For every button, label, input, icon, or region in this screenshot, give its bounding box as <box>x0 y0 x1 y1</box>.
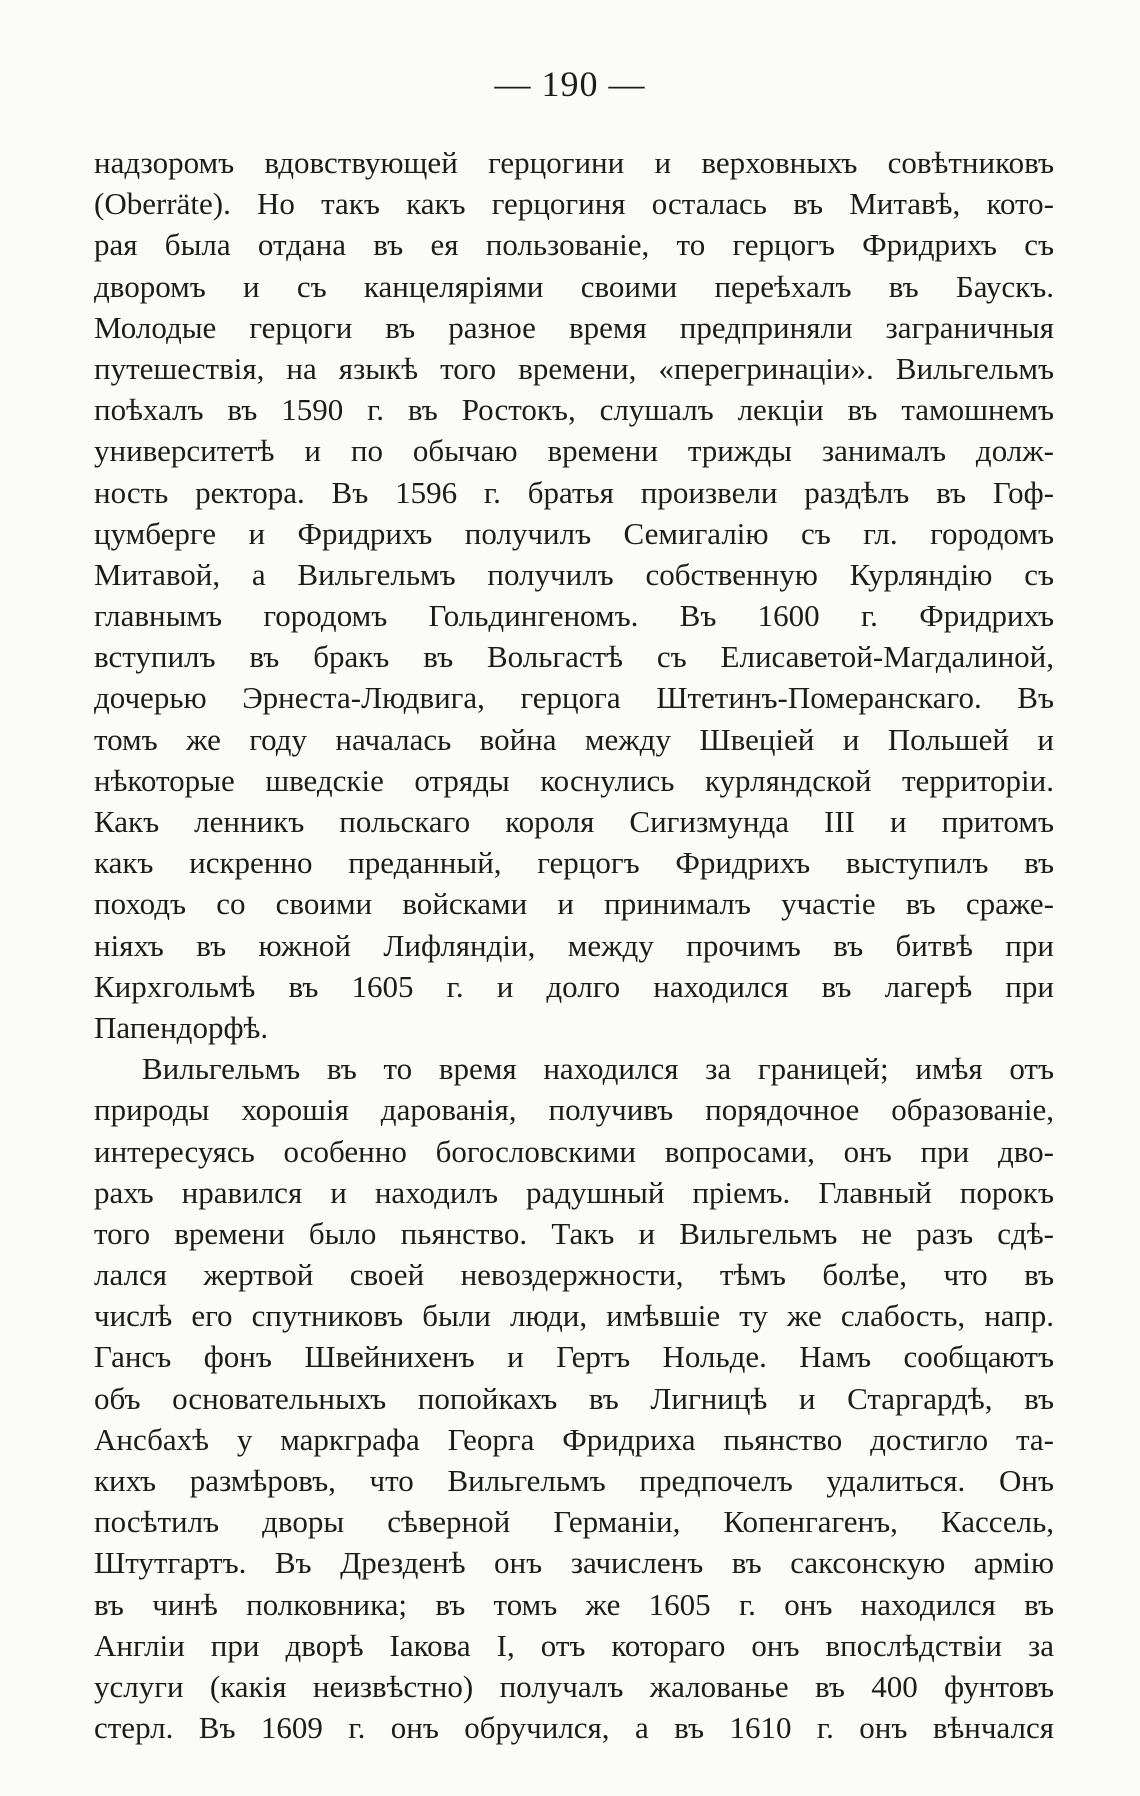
text-line: услуги (какія неизвѣстно) получалъ жалованье въ 400 фунтовъ <box>94 1668 1054 1704</box>
text-line: нѣкоторые шведскіе отряды коснулись курляндской территоріи. <box>94 762 1054 798</box>
text-line: объ основательныхъ попойкахъ въ Лигницѣ и Старгардѣ, въ <box>94 1380 1054 1416</box>
text-line: Вильгельмъ въ то время находился за границей; имѣя отъ <box>142 1051 1054 1087</box>
text-line: дворомъ и съ канцеляріями своими переѣхалъ въ Баускъ. <box>94 268 1054 304</box>
text-line: Англіи при дворѣ Іакова I, отъ котораго онъ впослѣдствіи за <box>94 1627 1054 1663</box>
text-line: Молодые герцоги въ разное время предприняли заграничныя <box>94 309 1054 345</box>
text-line: Митавой, а Вильгельмъ получилъ собственную Курляндію съ <box>94 556 1054 592</box>
text-line: кихъ размѣровъ, что Вильгельмъ предпочелъ удалиться. Онъ <box>94 1463 1054 1498</box>
text-line: университетѣ и по обычаю времени трижды занималъ долж- <box>94 433 1054 469</box>
text-line: лался жертвой своей невоздержности, тѣмъ болѣе, что въ <box>94 1257 1054 1293</box>
text-line: ніяхъ въ южной Лифляндіи, между прочимъ въ битвѣ при <box>94 927 1054 963</box>
text-line: главнымъ городомъ Гольдингеномъ. Въ 1600 г. Фридрихъ <box>94 598 1054 634</box>
text-line: томъ же году началась война между Швеціей и Польшей и <box>94 721 1054 757</box>
page-number: — 190 — <box>494 64 646 104</box>
text-line: рахъ нравился и находилъ радушный пріемъ. Главный порокъ <box>94 1174 1054 1210</box>
text-line: Гансъ фонъ Швейнихенъ и Гертъ Нольде. Намъ сообщаютъ <box>94 1339 1054 1375</box>
text-line: ность ректора. Въ 1596 г. братья произвели раздѣлъ въ Гоф- <box>94 474 1054 510</box>
text-line: числѣ его спутниковъ были люди, имѣвшіе ту же слабость, напр. <box>94 1298 1054 1334</box>
text-line: Ансбахѣ у маркграфа Георга Фридриха пьянство достигло та- <box>94 1421 1054 1457</box>
text-line: Какъ ленникъ польскаго короля Сигизмунда III и притомъ <box>94 804 1054 839</box>
text-line: рая была отдана въ ея пользованіе, то герцогъ Фридрихъ съ <box>94 227 1054 263</box>
text-line: какъ искренно преданный, герцогъ Фридрихъ выступилъ въ <box>94 845 1054 881</box>
text-line: Кирхгольмѣ въ 1605 г. и долго находился въ лагерѣ при <box>94 968 1054 1004</box>
text-line: посѣтилъ дворы сѣверной Германіи, Копенгагенъ, Кассель, <box>94 1504 1054 1540</box>
text-line: Штутгартъ. Въ Дрезденѣ онъ зачисленъ въ саксонскую армію <box>94 1545 1054 1581</box>
text-line: природы хорошія дарованія, получивъ порядочное образованіе, <box>94 1092 1054 1128</box>
text-line: путешествія, на языкѣ того времени, «перегринаціи». Вильгельмъ <box>94 350 1054 386</box>
text-line: поѣхалъ въ 1590 г. въ Ростокъ, слушалъ лекціи въ тамошнемъ <box>94 392 1054 428</box>
text-line: походъ со своими войсками и принималъ участіе въ сраже- <box>94 886 1054 922</box>
text-line: Папендорфѣ. <box>94 1009 269 1045</box>
text-line: стерл. Въ 1609 г. онъ обручился, а въ 1610 г. онъ вѣнчался <box>94 1710 1054 1746</box>
text-line: интересуясь особенно богословскими вопросами, онъ при дво- <box>94 1133 1054 1169</box>
text-line: того времени было пьянство. Такъ и Вильгельмъ не разъ сдѣ- <box>94 1215 1054 1251</box>
text-line: дочерью Эрнеста-Людвига, герцога Штетинъ-Померанскаго. Въ <box>94 680 1054 716</box>
body-text <box>94 142 1054 1748</box>
text-line: (Oberräte). Но такъ какъ герцогиня осталась въ Митавѣ, кото- <box>94 186 1054 222</box>
text-line: надзоромъ вдовствующей герцогини и верховныхъ совѣтниковъ <box>94 145 1054 180</box>
text-line: въ чинѣ полковника; въ томъ же 1605 г. онъ находился въ <box>94 1586 1054 1622</box>
text-line: вступилъ въ бракъ въ Вольгастѣ съ Елисаветой-Магдалиной, <box>94 639 1054 675</box>
text-line: цумберге и Фридрихъ получилъ Семигалію съ гл. городомъ <box>94 515 1054 551</box>
